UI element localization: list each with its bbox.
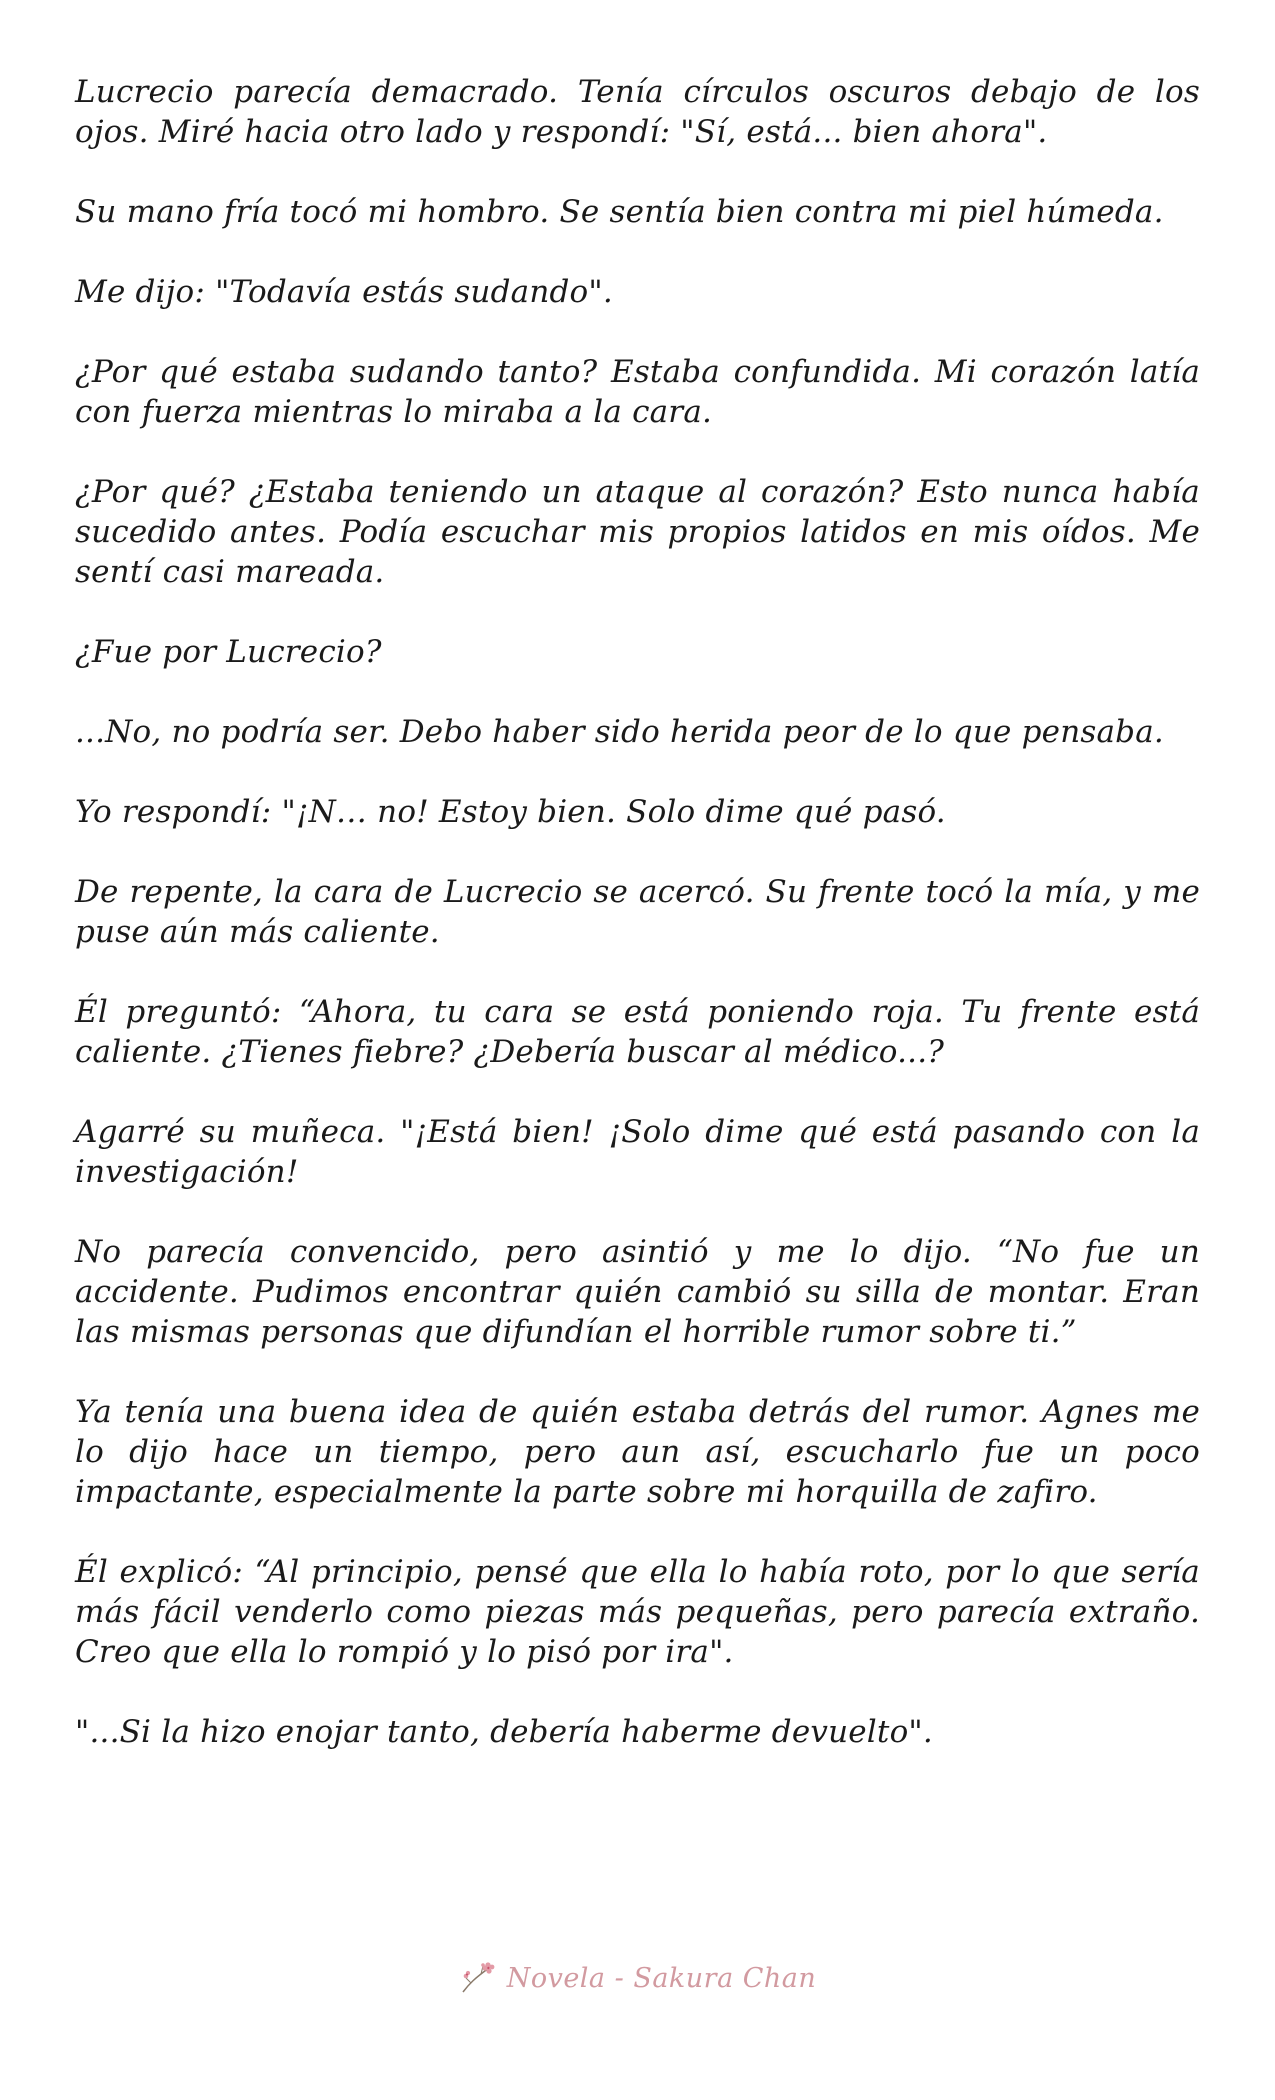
paragraph-5: ¿Por qué? ¿Estaba teniendo un ataque al corazón? Esto nunca había sucedido antes. Podía escuchar mis propios latidos en mis oídos. Me sentí casi mareada. [75, 474, 1200, 590]
footer-brand-text: Novela - Sakura Chan [506, 1962, 817, 1994]
footer-watermark [0, 1962, 1275, 1994]
paragraph-13: Ya tenía una buena idea de quién estaba detrás del rumor. Agnes me lo dijo hace un tiempo, pero aun así, escucharlo fue un poco impactante, especialmente la parte sobre mi horquilla de zafiro. [75, 1394, 1200, 1510]
paragraph-1: Lucrecio parecía demacrado. Tenía círculos oscuros debajo de los ojos. Miré hacia otro lado y respondí: "Sí, está... bien ahora". [75, 74, 1200, 150]
paragraph-4: ¿Por qué estaba sudando tanto? Estaba confundida. Mi corazón latía con fuerza mientras lo miraba a la cara. [75, 354, 1200, 430]
paragraph-11: Agarré su muñeca. "¡Está bien! ¡Solo dime qué está pasando con la investigación! [75, 1114, 1200, 1190]
document-body [75, 72, 1200, 1792]
paragraph-10: Él preguntó: “Ahora, tu cara se está poniendo roja. Tu frente está caliente. ¿Tienes fiebre? ¿Debería buscar al médico...? [75, 994, 1200, 1070]
paragraph-12: No parecía convencido, pero asintió y me lo dijo. “No fue un accidente. Pudimos encontrar quién cambió su silla de montar. Eran las mismas personas que difundían el horrible rumor sobre ti.” [75, 1234, 1200, 1350]
paragraph-3: Me dijo: "Todavía estás sudando". [75, 274, 613, 310]
paragraph-15: "...Si la hizo enojar tanto, debería haberme devuelto". [75, 1714, 933, 1750]
paragraph-6: ¿Fue por Lucrecio? [75, 634, 382, 670]
sakura-flower-icon [459, 1962, 495, 1994]
paragraph-9: De repente, la cara de Lucrecio se acercó. Su frente tocó la mía, y me puse aún más caliente. [75, 874, 1200, 950]
paragraph-14: Él explicó: “Al principio, pensé que ella lo había roto, por lo que sería más fácil venderlo como piezas más pequeñas, pero parecía extraño. Creo que ella lo rompió y lo pisó por ira". [75, 1554, 1200, 1670]
paragraph-8: Yo respondí: "¡N… no! Estoy bien. Solo dime qué pasó. [75, 794, 946, 830]
paragraph-2: Su mano fría tocó mi hombro. Se sentía bien contra mi piel húmeda. [75, 194, 1164, 230]
paragraph-7: ...No, no podría ser. Debo haber sido herida peor de lo que pensaba. [75, 714, 1164, 750]
